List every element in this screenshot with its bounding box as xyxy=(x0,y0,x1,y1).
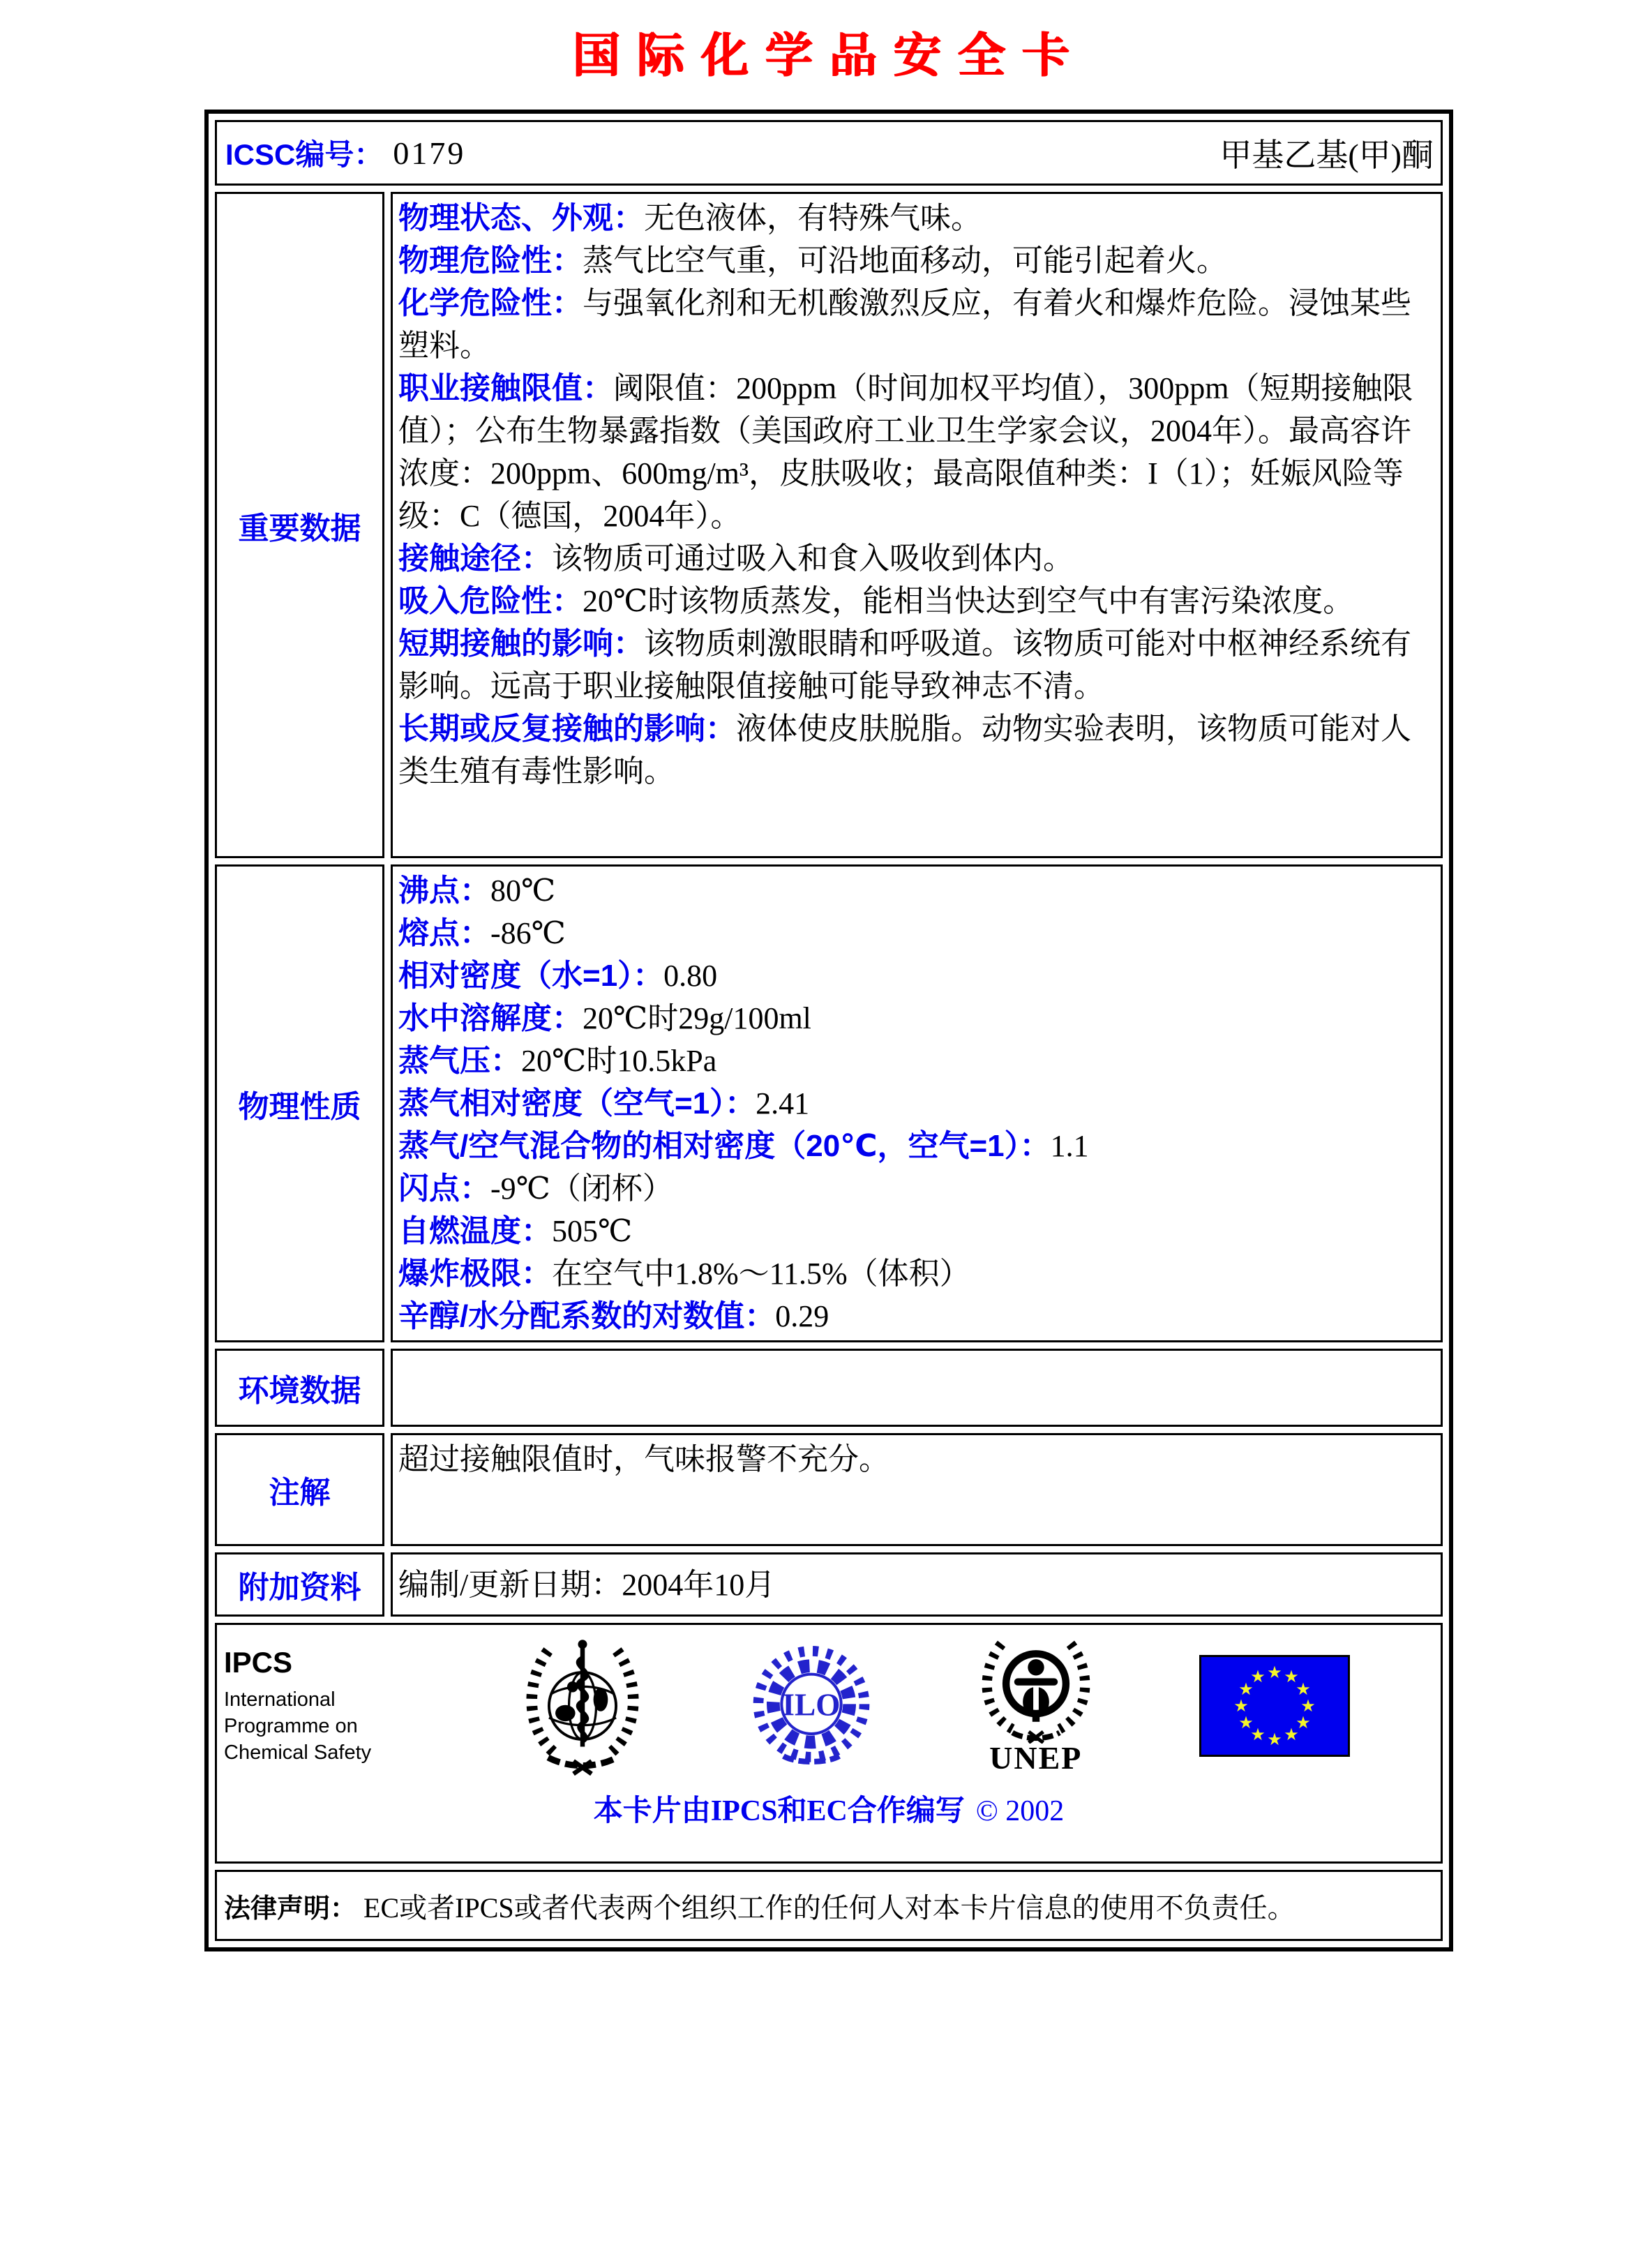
field-value: 20℃时该物质蒸发，能相当快达到空气中有害污染浓度。 xyxy=(583,584,1354,618)
section-label-notes: 注解 xyxy=(215,1433,384,1546)
field-label: 物理危险性： xyxy=(398,243,583,278)
field-label: 吸入危险性： xyxy=(398,584,583,618)
copyright-text: © 2002 xyxy=(975,1795,1065,1827)
field-label: 化学危险性： xyxy=(398,286,583,320)
field-value: 20℃时10.5kPa xyxy=(521,1044,717,1078)
field-value: 与强氧化剂和无机酸激烈反应，有着火和爆炸危险。浸蚀某些塑料。 xyxy=(398,286,1411,363)
field-value: 该物质可通过吸入和食入吸收到体内。 xyxy=(552,541,1074,576)
svg-text:★: ★ xyxy=(1296,1679,1311,1699)
field-label: 相对密度（水=1）： xyxy=(398,959,664,993)
additional-info-content: 编制/更新日期：2004年10月 xyxy=(391,1552,1443,1617)
field-value: 阈限值：200ppm（时间加权平均值），300ppm（短期接触限值）；公布生物暴露指数（美国政府工业卫生学家会议，2004年）。最高容许浓度：200ppm、600mg/m³，皮肤吸收；最高限值种类：I（1）；妊娠风险等级：C（德国，2004年）。 xyxy=(398,371,1413,533)
ilo-logo-icon xyxy=(750,1644,873,1767)
important-data-item xyxy=(398,282,1428,367)
physical-property-item xyxy=(398,1210,1428,1252)
important-data-item xyxy=(398,197,1428,239)
notes-content: 超过接触限值时，气味报警不充分。 xyxy=(391,1433,1443,1546)
field-value: 蒸气比空气重，可沿地面移动，可能引起着火。 xyxy=(583,243,1227,278)
ilo-letters: ILO xyxy=(781,1686,841,1722)
physical-property-item xyxy=(398,1295,1428,1337)
field-label: 爆炸极限： xyxy=(398,1257,552,1291)
credit-text: 本卡片由IPCS和EC合作编写 xyxy=(593,1795,965,1827)
svg-text:★: ★ xyxy=(1284,1666,1299,1686)
page-title: 国际化学品安全卡 xyxy=(571,28,1086,84)
field-value: 80℃ xyxy=(490,874,556,908)
field-label: 沸点： xyxy=(398,874,490,908)
physical-property-item xyxy=(398,1167,1428,1210)
ipcs-title: IPCS xyxy=(224,1645,293,1679)
section-row-notes xyxy=(215,1433,1443,1546)
section-row-environmental-data xyxy=(215,1349,1443,1427)
field-label: 职业接触限值： xyxy=(398,371,613,405)
section-label-additional-info: 附加资料 xyxy=(215,1552,384,1617)
section-row-additional-info xyxy=(215,1552,1443,1617)
field-label: 短期接触的影响： xyxy=(398,627,644,661)
unep-logo-icon xyxy=(976,1635,1096,1744)
section-label-environmental-data: 环境数据 xyxy=(215,1349,384,1427)
physical-property-item xyxy=(398,954,1428,997)
important-data-item xyxy=(398,239,1428,282)
svg-text:★: ★ xyxy=(1296,1712,1311,1732)
field-value: 1.1 xyxy=(1050,1129,1089,1163)
icsc-card xyxy=(204,110,1453,1951)
ipcs-block xyxy=(224,1646,416,1766)
header-row xyxy=(215,120,1443,186)
field-value: 0.29 xyxy=(775,1299,829,1333)
legal-label: 法律声明： xyxy=(224,1894,357,1924)
svg-text:★: ★ xyxy=(1233,1695,1249,1716)
logos-cell xyxy=(215,1623,1443,1864)
svg-text:★: ★ xyxy=(1250,1666,1266,1686)
field-value: 无色液体，有特殊气味。 xyxy=(644,201,982,235)
svg-text:★: ★ xyxy=(1238,1679,1254,1699)
unep-caption: UNEP xyxy=(989,1740,1083,1776)
logos-line xyxy=(217,1635,1441,1776)
field-label: 水中溶解度： xyxy=(398,1001,583,1035)
field-value: 在空气中1.8%～11.5%（体积） xyxy=(552,1257,970,1291)
eu-flag-icon xyxy=(1199,1655,1350,1757)
who-logo-icon xyxy=(519,1636,646,1776)
field-label: 蒸气/空气混合物的相对密度（20℃，空气=1）： xyxy=(398,1129,1051,1163)
important-data-item xyxy=(398,367,1428,537)
physical-properties-content xyxy=(391,864,1443,1342)
legal-cell xyxy=(215,1870,1443,1941)
svg-text:★: ★ xyxy=(1238,1712,1254,1732)
field-value: -9℃（闭杯） xyxy=(490,1171,673,1206)
field-label: 蒸气压： xyxy=(398,1044,521,1078)
field-value: 505℃ xyxy=(552,1214,633,1248)
physical-property-item xyxy=(398,1040,1428,1082)
physical-property-item xyxy=(398,1252,1428,1295)
field-value: -86℃ xyxy=(490,916,566,950)
ipcs-subtitle-line: Chemical Safety xyxy=(224,1741,372,1764)
field-value: 0.80 xyxy=(663,959,718,993)
unep-block xyxy=(976,1635,1096,1776)
important-data-item xyxy=(398,622,1428,707)
svg-text:★: ★ xyxy=(1267,1729,1282,1749)
field-value: 液体使皮肤脱脂。动物实验表明，该物质可能对人类生殖有毒性影响。 xyxy=(398,712,1411,788)
header-cell xyxy=(215,120,1443,186)
svg-text:★: ★ xyxy=(1284,1724,1299,1744)
important-data-content xyxy=(391,192,1443,858)
svg-text:★: ★ xyxy=(1300,1695,1316,1716)
svg-text:★: ★ xyxy=(1250,1724,1266,1744)
credit-line xyxy=(217,1788,1441,1829)
important-data-item xyxy=(398,537,1428,580)
ipcs-subtitle-line: Programme on xyxy=(224,1714,358,1737)
field-value: 20℃时29g/100ml xyxy=(583,1001,811,1035)
physical-property-item xyxy=(398,869,1428,912)
svg-text:★: ★ xyxy=(1267,1662,1282,1682)
physical-property-item xyxy=(398,997,1428,1040)
field-value: 2.41 xyxy=(756,1086,810,1121)
icsc-number-group xyxy=(225,132,465,174)
field-value: 该物质刺激眼睛和呼吸道。该物质可能对中枢神经系统有影响。远高于职业接触限值接触可能导致神志不清。 xyxy=(398,627,1411,703)
chemical-name: 甲基乙基(甲)酮 xyxy=(1219,137,1434,173)
logos-row xyxy=(215,1623,1443,1864)
physical-property-item xyxy=(398,1125,1428,1167)
field-label: 蒸气相对密度（空气=1）： xyxy=(398,1086,756,1121)
ipcs-subtitle-line: International xyxy=(224,1688,336,1711)
section-label-important-data: 重要数据 xyxy=(215,192,384,858)
environmental-data-content xyxy=(391,1349,1443,1427)
icsc-number-label: ICSC编号： xyxy=(225,138,384,171)
field-label: 接触途径： xyxy=(398,541,552,576)
field-label: 闪点： xyxy=(398,1171,490,1206)
section-label-physical-properties: 物理性质 xyxy=(215,864,384,1342)
field-label: 长期或反复接触的影响： xyxy=(398,712,736,746)
legal-text: EC或者IPCS或者代表两个组织工作的任何人对本卡片信息的使用不负责任。 xyxy=(363,1891,1296,1924)
field-label: 熔点： xyxy=(398,916,490,950)
icsc-number-value: 0179 xyxy=(393,135,466,171)
important-data-item xyxy=(398,707,1428,793)
section-row-important-data xyxy=(215,192,1443,858)
section-row-physical-properties xyxy=(215,864,1443,1342)
important-data-item xyxy=(398,580,1428,622)
field-label: 辛醇/水分配系数的对数值： xyxy=(398,1299,776,1333)
legal-row xyxy=(215,1870,1443,1941)
field-label: 物理状态、外观： xyxy=(398,201,644,235)
physical-property-item xyxy=(398,912,1428,954)
field-label: 自燃温度： xyxy=(398,1214,552,1248)
physical-property-item xyxy=(398,1082,1428,1125)
